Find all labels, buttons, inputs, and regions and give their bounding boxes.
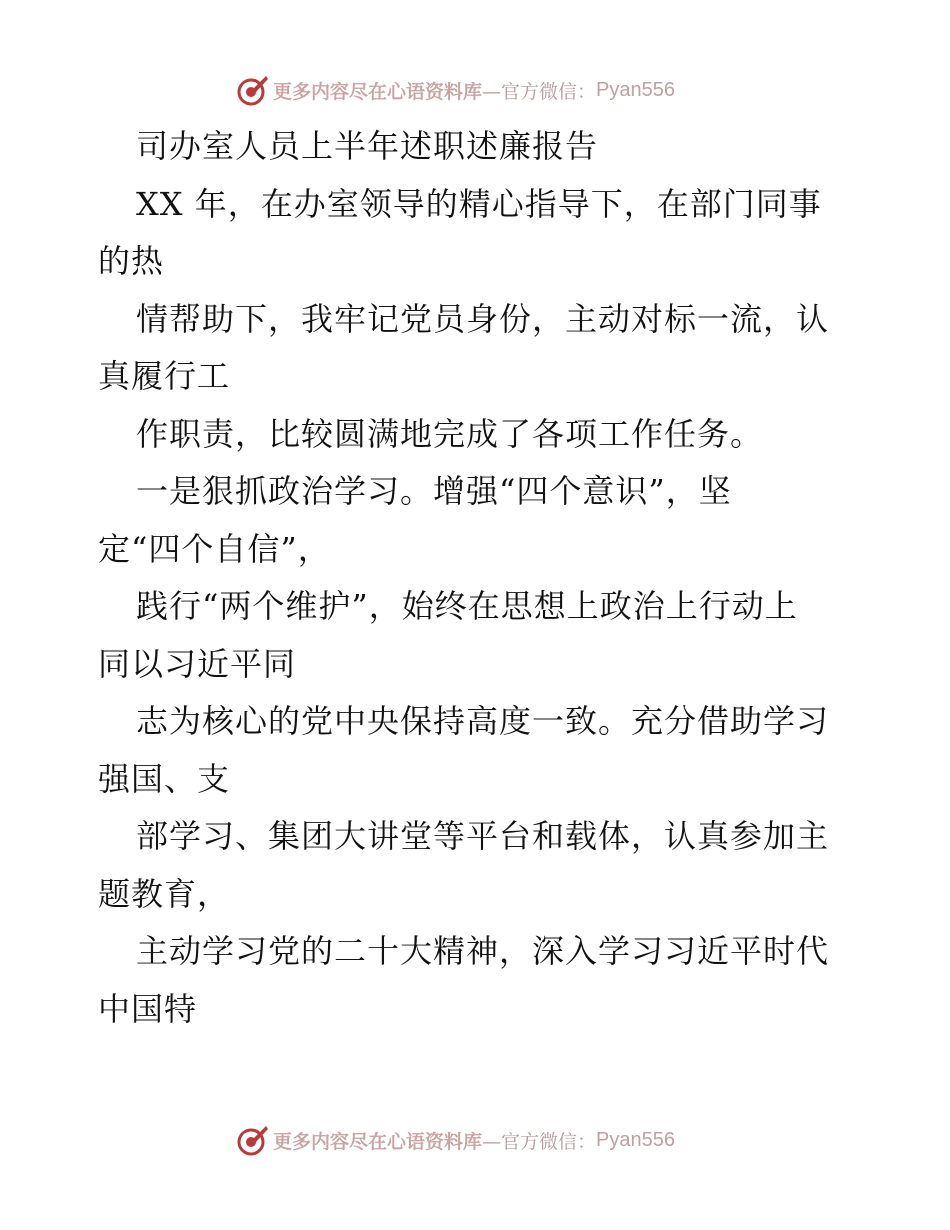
text-line: 强国、支 — [98, 759, 231, 798]
footer-brand-sub: —官方微信： — [482, 1130, 597, 1153]
text-line: 践行“两个维护”，始终在思想上政治上行动上 — [136, 587, 798, 625]
text-line: 题教育， — [98, 874, 231, 913]
footer-brand-text: 更多内容尽在心语资料库 — [273, 1130, 483, 1153]
text-line: 司办室人员上半年述职述廉报告 — [136, 127, 599, 165]
text-line: 同以习近平同 — [98, 644, 297, 683]
document-body — [98, 118, 858, 1038]
header-brand-sub: —官方微信： — [482, 80, 597, 103]
text-line: 情帮助下，我牢记党员身份，主动对标一流，认 — [136, 299, 830, 338]
header-brand-text: 更多内容尽在心语资料库 — [273, 80, 483, 103]
text-line: 的热 — [98, 242, 165, 280]
text-line: 定“四个自信”， — [98, 529, 331, 568]
header-brand — [236, 72, 675, 108]
pen-nib-logo-icon — [236, 1123, 270, 1157]
footer-brand-id: Pyan556 — [596, 1128, 675, 1151]
text-line: 部学习、集团大讲堂等平台和载体，认真参加主 — [136, 817, 830, 855]
text-line: 真履行工 — [98, 357, 231, 395]
text-line: 作职责，比较圆满地完成了各项工作任务。 — [136, 414, 764, 453]
header-brand-id: Pyan556 — [596, 78, 675, 101]
footer-brand — [236, 1122, 675, 1158]
text-line: 中国特 — [98, 989, 198, 1028]
text-line: 一是狠抓政治学习。增强“四个意识”，坚 — [136, 472, 732, 510]
text-line: 志为核心的党中央保持高度一致。充分借助学习 — [136, 702, 830, 740]
text-line: XX 年，在办室领导的精心指导下，在部门同事 — [136, 184, 822, 223]
pen-nib-logo-icon — [236, 73, 270, 107]
text-line: 主动学习党的二十大精神，深入学习习近平时代 — [136, 932, 830, 970]
